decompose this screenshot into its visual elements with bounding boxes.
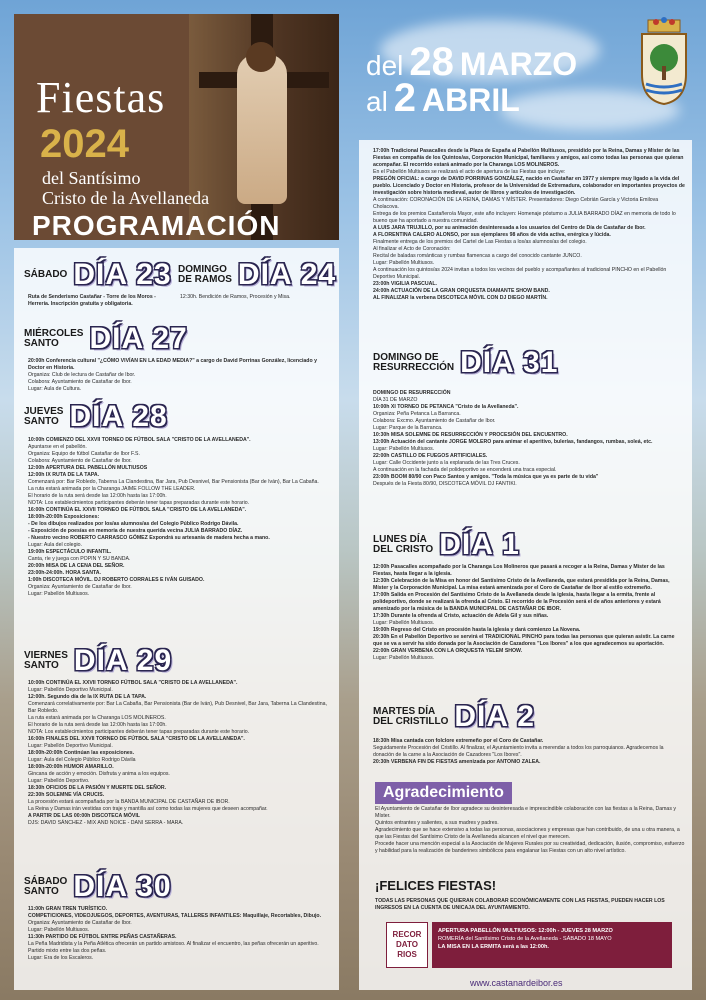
- program-line: Lugar: Aula del colegio.: [28, 542, 82, 548]
- program-line: Finalmente entrega de los premios del Cartel de Las Fiestas a los/as alumnos/as del colegio.: [373, 239, 587, 245]
- day-30-header: [24, 870, 172, 904]
- day-28-label-2: SANTO: [24, 416, 59, 427]
- program-line: 12:00h APERTURA DEL PABELLÓN MULTIUSOS: [28, 465, 148, 471]
- day-1-header: [373, 528, 520, 562]
- day-31-number: DÍA 31: [460, 346, 559, 379]
- program-line: 16:00h CONTINÚA EL XXVII TORNEO DE FÚTBOL SALA "CRISTO DE LA AVELLANEDA".: [28, 507, 247, 513]
- title-year: 2024: [40, 122, 129, 166]
- colaborar-text: TODAS LAS PERSONAS QUE QUIERAN COLABORAR ECONÓMICAMENTE CON LAS FIESTAS, PUEDEN HACER LOS INGRESOS EN LA CUENTA DE UNICAJA DEL AYUNTAMIENTO.: [375, 898, 665, 911]
- program-line: Canta, ríe y juega con POPIN Y SU BANDA.: [28, 556, 131, 562]
- day-23-text: Ruta de Senderismo Castañar - Torre de los Moros - Herrería. Inscripción gratuita y obligatoria.: [28, 294, 156, 307]
- program-line: 23:00h BOOM 80/90 con Paco Santos y amigos. "Toda la música que ya es parte de tu vida": [373, 474, 599, 480]
- program-line: Organiza: Equipo de fútbol Castañar de Ibor F.S.: [28, 451, 140, 457]
- day-28-text: [28, 437, 332, 598]
- program-line: 12:00h. Segundo día de la IX RUTA DE LA TAPA.: [28, 694, 147, 700]
- program-line: AL FINALIZAR la verbena DISCOTECA MÓVIL CON DJ DIEGO MARTÍN.: [373, 295, 548, 301]
- christ-head: [246, 42, 276, 72]
- program-line: Lugar: Pabellón Multiusos.: [373, 620, 435, 626]
- program-line: COMPETICIONES, VIDEOJUEGOS, DEPORTES, AVENTURAS, TALLERES INFANTILES: Maquillaje, Recortables, Dibujo.: [28, 913, 322, 919]
- program-line: DJS: DAVID SÁNCHEZ - MIX AND NOICE - DANI SERRA - MARA.: [28, 820, 184, 826]
- day-24-text: 12:30h. Bendición de Ramos, Procesión y Misa.: [180, 294, 291, 300]
- program-line: NOTA: Los establecimientos participantes deberán tener tapas preparadas durante este horario.: [28, 500, 250, 506]
- recordatorio-line: DATO: [396, 940, 418, 949]
- program-line: Lugar: Calle Occidente junto a la explanada de las Tres Cruces.: [373, 460, 520, 466]
- day-27-number: DÍA 27: [89, 322, 188, 355]
- day-28-label-1: JUEVES: [24, 406, 64, 417]
- day-28-header: [24, 400, 168, 434]
- date-end-month: ABRIL: [422, 82, 520, 118]
- program-line: A continuación en la fachada del polideportivo se encenderá una traca especial.: [373, 467, 557, 473]
- program-line: 11:00h GRAN TREN TURÍSTICO.: [28, 906, 108, 912]
- program-line: La ruta estará animada por la Charanga LOS MOLINEROS.: [28, 715, 166, 721]
- date-al: al: [366, 86, 388, 117]
- program-line: 1:00h DISCOTECA MÓVIL. DJ ROBERTO CORRALES E IVÁN GUISADO.: [28, 577, 205, 583]
- program-line: En el Pabellón Multiusos se realizará el acto de apertura de las Fiestas que incluye:: [373, 169, 566, 175]
- program-line: 16:00h FINALES DEL XXVII TORNEO DE FÚTBOL SALA "CRISTO DE LA AVELLANEDA".: [28, 736, 245, 742]
- program-line: Quintos entrantes y salientes, a sus madres y padres.: [375, 820, 499, 826]
- program-line: Colabora: Excmo. Ayuntamiento de Castañar de Ibor.: [373, 418, 496, 424]
- title-subtitle-2: Cristo de la Avellaneda: [42, 188, 210, 208]
- day-23-header: [24, 258, 172, 292]
- d27-line: Colabora: Ayuntamiento de Castañar de Ibor.: [28, 379, 132, 385]
- day-1-text: [373, 564, 685, 662]
- day-23-number: DÍA 23: [73, 258, 172, 291]
- program-line: 22:00h CASTILLO DE FUEGOS ARTIFICIALES.: [373, 453, 488, 459]
- program-line: A continuación los quintos/as 2024 invitan a todos los vecinos del pueblo y acompañantes al tradicional PINCHO en el Pabellón Deportivo Municipal.: [373, 267, 667, 280]
- program-line: A continuación: CORONACIÓN DE LA REINA, DAMAS Y MÍSTER. Presentadores: Diego Cebrián García y Victoria Emilova Cholacova.: [373, 197, 659, 210]
- day-31-label-1: DOMINGO DE: [373, 352, 439, 363]
- program-line: 24:00h ACTUACIÓN DE LA GRAN ORQUESTA DIAMANTE SHOW BAND.: [373, 288, 550, 294]
- program-line: 20:30h En el Pabellón Deportivo se servirá el TRADICIONAL PINCHO para todas las personas que quieran asistir. La carne que se va a servir ha sido donada por la Asociación de Cazadores "Los Ibores" a los que agradecemos su aportación.: [373, 634, 675, 647]
- title-programacion: PROGRAMACIÓN: [32, 210, 281, 240]
- program-line: 18:00h-20:00h Exposiciones:: [28, 514, 100, 520]
- program-line: DOMINGO DE RESURRECCIÓN: [373, 390, 451, 396]
- program-line: 18:00h-20:00h HUMOR AMARILLO.: [28, 764, 114, 770]
- christ-figure: [237, 54, 287, 204]
- program-line: 12:00h IX RUTA DE LA TAPA.: [28, 472, 100, 478]
- day-29-label: [24, 651, 68, 671]
- program-line: 23:00h-24:00h. HORA SANTA.: [28, 570, 101, 576]
- program-line: 20:30h VERBENA FIN DE FIESTAS amenizada por ANTONIO ZALEA.: [373, 759, 541, 765]
- day-31-header: [373, 346, 558, 380]
- date-del: del: [366, 50, 404, 81]
- day-29-label-1: VIERNES: [24, 650, 68, 661]
- program-line: Lugar: Pabellón Multiusos.: [28, 927, 90, 933]
- program-line: El Ayuntamiento de Castañar de Ibor agradece su desinteresada e imprescindible colaboración con las fiestas a la Reina, Damas y Míster.: [375, 806, 676, 819]
- program-line: DÍA 31 DE MARZO: [373, 397, 418, 403]
- program-line: 12:30h Celebración de la Misa en honor del Santísimo Cristo de la Avellaneda, que estará presidida por la Reina, Damas, Míster y la Corporación Municipal. La misa estará amenizada por el Coro de Castañar de Ibor al estilo extremeño.: [373, 578, 670, 591]
- day-2-label: [373, 707, 448, 727]
- program-line: - De los dibujos realizados por los/as alumnos/as del Colegio Público Rodrigo Dávila.: [28, 521, 239, 527]
- program-line: A PARTIR DE LAS 00:00h DISCOTECA MÓVIL: [28, 813, 140, 819]
- program-line: Después de la Fiesta 80/90, DISCOTECA MÓVIL DJ FANTIKI.: [373, 481, 517, 487]
- day-24-label-2: DE RAMOS: [178, 274, 232, 285]
- program-line: Colabora: Ayuntamiento de Castañar de Ibor.: [28, 458, 132, 464]
- program-line: Lugar: Pabellón Multiusos.: [28, 591, 90, 597]
- day-28-number: DÍA 28: [69, 400, 168, 433]
- day-2-number: DÍA 2: [454, 700, 535, 733]
- recordatorio-line: RECOR: [392, 930, 422, 939]
- program-line: 18:30h Misa cantada con folclore extremeño por el Coro de Castañar.: [373, 738, 544, 744]
- day-1-number: DÍA 1: [439, 528, 520, 561]
- day-30-number: DÍA 30: [73, 870, 172, 903]
- day-27-label: [24, 329, 83, 349]
- day-31-label: [373, 353, 454, 373]
- program-line: Entrega de los premios Castañero/a Mayor, este año incluyen: Homenaje póstumo a JULIA BARRADO DÍAZ en memoria de todo lo bueno que ha aportado a nuestra comunidad.: [373, 211, 676, 224]
- program-line: 18:00h-20:00h Continúan las exposiciones.: [28, 750, 135, 756]
- day-31-text: [373, 390, 685, 488]
- program-line: Seguidamente Procesión del Cristillo. Al finalizar, el Ayuntamiento invita a merendar a todos los parroquianos. Agradecemos la donación de la carne a la Asociación de Cazadores "Los Ibores".: [373, 745, 664, 758]
- day-24-number: DÍA 24: [237, 258, 337, 291]
- day-24-header: [178, 258, 336, 292]
- program-line: 10:00h CONTINÚA EL XXVII TORNEO FÚTBOL SALA "CRISTO DE LA AVELLANEDA".: [28, 680, 238, 686]
- title-fiestas: Fiestas: [36, 73, 166, 122]
- program-line: Apuntarse en el pabellón.: [28, 444, 87, 450]
- date-end-num: 2: [393, 76, 417, 120]
- program-line: PREGÓN OFICIAL: a cargo de DAVID PORRINAS GONZÁLEZ, nacido en Castañar en 1977 y siempre muy ligado a la vida del pueblo. Licenciado y Doctor en Historia, profesor de la Universidad de Extremadura, colaborador en importantes proyectos de investigación sobre historia medieval, autor de libros y artículos de investigación.: [373, 176, 685, 196]
- program-line: La procesión estará acompañada por la BANDA MUNICIPAL DE CASTAÑAR DE IBOR.: [28, 799, 230, 805]
- day-30-label-2: SANTO: [24, 886, 59, 897]
- program-line: NOTA: Los establecimientos participantes deberán tener tapas preparadas durante este horario.: [28, 729, 250, 735]
- website-link[interactable]: www.castanardeibor.es: [470, 978, 563, 988]
- recordatorio-line: RIOS: [397, 950, 417, 959]
- program-line: 10:00h COMIENZO DEL XXVII TORNEO DE FÚTBOL SALA "CRISTO DE LA AVELLANEDA".: [28, 437, 251, 443]
- recordatorio-label: [386, 922, 428, 968]
- recordatorio-item: LA MISA EN LA ERMITA será a las 12:00h.: [438, 944, 549, 950]
- day-30-label: [24, 877, 67, 897]
- day-28-label: [24, 407, 63, 427]
- program-line: Lugar: Pabellón Deportivo.: [28, 778, 90, 784]
- date-start-num: 28: [409, 40, 454, 84]
- program-line: A FLORENTINA CALERO ALONSO, por sus ejemplares 98 años de vida activa, enérgica y lúcida.: [373, 232, 611, 238]
- day-29-number: DÍA 29: [73, 644, 173, 677]
- day-29-header: [24, 644, 172, 678]
- program-line: 10:00h XI TORNEO DE PETANCA "Cristo de la Avellaneda".: [373, 404, 519, 410]
- program-line: 19:00h ESPECTÁCULO INFANTIL.: [28, 549, 112, 555]
- program-line: 22:00h GRAN VERBENA CON LA ORQUESTA YELEM SHOW.: [373, 648, 523, 654]
- date-range: [366, 40, 578, 120]
- cross-image: [189, 14, 339, 240]
- program-line: 11:30h PARTIDO DE FÚTBOL ENTRE PEÑAS CASTAÑERAS.: [28, 934, 177, 940]
- program-line: Organiza: Ayuntamiento de Castañar de Ibor.: [28, 920, 132, 926]
- program-line: Lugar: Pabellón Deportivo Municipal.: [28, 687, 113, 693]
- day-27-text: [28, 358, 328, 393]
- poster-header: [14, 14, 339, 240]
- day-2-header: [373, 700, 535, 734]
- right-top-text: [373, 148, 685, 302]
- day-2-text: [373, 738, 685, 766]
- program-line: 20:00h MISA DE LA CENA DEL SEÑOR.: [28, 563, 125, 569]
- program-line: 12:00h Pasacalles acompañado por la Charanga Los Molineros que pasará a recoger a la Reina, Damas y Míster de las Fiestas, hasta llegar a la iglesia.: [373, 564, 665, 577]
- program-line: 19:00h Regreso del Cristo en procesión hasta la iglesia y dará comienzo La Novena.: [373, 627, 581, 633]
- recordatorio-item: APERTURA PABELLÓN MULTIUSOS: 12:00h - JUEVES 28 MARZO: [438, 928, 613, 934]
- day-29-label-2: SANTO: [24, 660, 59, 671]
- program-line: Organiza: Peña Petanca La Barranca.: [373, 411, 461, 417]
- title-subtitle-1: del Santísimo: [42, 168, 141, 188]
- d27-line: Organiza: Club de lectura de Castañar de Ibor.: [28, 372, 136, 378]
- program-line: Lugar: Parque de la Barranca.: [373, 425, 443, 431]
- program-line: 17:30h Durante la ofrenda al Cristo, actuación de Adela Gil y sus niñas.: [373, 613, 549, 619]
- day-23-label: SÁBADO: [24, 269, 68, 280]
- program-line: Lugar: Pabellón Deportivo Municipal.: [28, 743, 113, 749]
- program-line: Comenzará correlativamente por: Bar La Cabaña, Bar Pensionista (Bar de Iván), Pub Desnivel, Bar Jara, Taberna La Clandestina, Bar Robledo.: [28, 701, 327, 714]
- program-line: - Nuestro vecino ROBERTO CARRASCO GÓMEZ Expondrá su artesanía de madera hecha a mano.: [28, 535, 270, 541]
- program-line: Partido mixto entre las dos peñas.: [28, 948, 107, 954]
- felices-fiestas: ¡FELICES FIESTAS!: [375, 878, 497, 893]
- program-line: 17:00h Tradicional Pasacalles desde la Plaza de España al Pabellón Multiusos, presidido por la Reina, Damas y Míster de las Fiestas en compañía de los Quintos/as, Corporación Municipal, familiares y amigos, así como todas las personas que quieran acompañar. El recorrido estará animado por la Charanga LOS MOLINEROS.: [373, 148, 684, 168]
- day-2-label-2: DEL CRISTILLO: [373, 716, 449, 727]
- program-line: Recital de baladas románticas y rumbas flamencas a cargo del conocido cantante JUNCO.: [373, 253, 582, 259]
- recordatorio-box: [432, 922, 672, 968]
- program-line: Organiza: Ayuntamiento de Castañar de Ibor.: [28, 584, 132, 590]
- date-start-month: MARZO: [459, 46, 578, 82]
- program-line: Lugar: Aula del Colegio Público Rodrigo Dávila: [28, 757, 136, 763]
- day-29-text: [28, 680, 332, 827]
- d27-line: Lugar: Aula de Cultura.: [28, 386, 82, 392]
- program-line: 22:30h SOLEMNE VÍA CRUCIS.: [28, 792, 105, 798]
- day-1-label-2: DEL CRISTO: [373, 544, 434, 555]
- program-line: Lugar: Pabellón Multiusos.: [373, 446, 435, 452]
- program-line: Al finalizar el Acto de Coronación:: [373, 246, 451, 252]
- program-line: 17:00h Salida en Procesión del Santísimo Cristo de la Avellaneda desde la iglesia, hasta llegar a la ermita, frente al polideportivo, donde se realizará la ofrenda al Cristo. El recorrido de la Procesión será el de años anteriores y estará amenizado por la música de la BANDA MUNICIPAL DE CASTAÑAR DE IBOR.: [373, 592, 661, 612]
- day-30-text: [28, 906, 332, 962]
- day-30-label-1: SÁBADO: [24, 876, 68, 887]
- program-line: El horario de la ruta será desde las 12:00h hasta las 17:00h.: [28, 493, 167, 499]
- d27-line: 20:00h Conferencia cultural "¿CÓMO VIVÍAN EN LA EDAD MEDIA?" a cargo de David Porrinas González, licenciado y Doctor en Historia.: [28, 358, 317, 371]
- program-line: - Exposición de poesías en memoria de nuestra querida vecina JULIA BARRADO DÍAZ.: [28, 528, 243, 534]
- program-line: Comenzará por: Bar Robledo, Taberna La Clandestina, Bar Jara, Pub Desnivel, Bar Pensionista (Bar de Iván), Bar La Cabaña.: [28, 479, 319, 485]
- program-line: La Reina y Damas irán vestidas con traje y mantilla así como todas las mujeres que deseen acompañar.: [28, 806, 268, 812]
- program-line: Gincana de acción y emoción. Disfruta y anima a los equipos.: [28, 771, 170, 777]
- recordatorio-item: ROMERÍA del Santísimo Cristo de la Avellaneda - SÁBADO 18 MAYO: [438, 936, 612, 942]
- program-line: Procede hacer una mención especial a la Asociación de Mujeres Rurales por su creatividad, dedicación, ilusión, compromiso, esfuerzo y habilidad para la realización de banderines simbólicos para engalanar las Fiestas con un alto nivel artístico.: [375, 841, 685, 854]
- program-line: El horario de la ruta será desde las 12:00h hasta las 17:00h.: [28, 722, 167, 728]
- program-line: A LUIS JARA TRUJILLO, por su animación desinteresada a los usuarios del Centro de Día de Castañar de Ibor.: [373, 225, 646, 231]
- day-31-label-2: RESURRECCIÓN: [373, 362, 455, 373]
- program-line: Lugar: Pabellón Multiusos.: [373, 655, 435, 661]
- coat-of-arms-icon: [636, 16, 692, 106]
- agradecimiento-text: [375, 806, 685, 855]
- program-line: Lugar: Era de los Escaleros.: [28, 955, 94, 961]
- day-27-header: [24, 322, 188, 356]
- program-line: La ruta estará animada por la Charanga JAIME FOLLOW THE LEADER.: [28, 486, 196, 492]
- day-24-label-1: DOMINGO: [178, 264, 227, 275]
- program-line: La Peña Madridista y la Peña Atlética ofrecerán un partido amistoso. Al finalizar el encuentro, las peñas ofrecerán un aperitivo.: [28, 941, 319, 947]
- day-27-label-1: MIÉRCOLES: [24, 328, 84, 339]
- program-line: Lugar: Pabellón Multiusos.: [373, 260, 435, 266]
- day-24-label: [178, 265, 232, 285]
- day-27-label-2: SANTO: [24, 338, 59, 349]
- program-line: Agradecimiento que se hace extensivo a todas las personas, asociaciones y empresas que han contribuido, de una u otra manera, a que las Fiestas del Santísimo Cristo de la Avellaneda alcancen el nivel que merecen.: [375, 827, 680, 840]
- program-line: 18:30h OFICIOS DE LA PASIÓN Y MUERTE DEL SEÑOR.: [28, 785, 167, 791]
- program-line: 10:30h MISA SOLEMNE DE RESURRECCIÓN Y PROCESIÓN DEL ENCUENTRO.: [373, 432, 568, 438]
- program-line: 13:00h Actuación del cantante JORGE MOLERO para animar el aperitivo, bulerías, fandangos, rumbas, soleá, etc.: [373, 439, 653, 445]
- day-1-label-1: LUNES DÍA: [373, 534, 427, 545]
- agradecimiento-title: Agradecimiento: [375, 782, 512, 804]
- day-1-label: [373, 535, 433, 555]
- day-2-label-1: MARTES DÍA: [373, 706, 436, 717]
- program-line: 23:00h VIGILIA PASCUAL.: [373, 281, 437, 287]
